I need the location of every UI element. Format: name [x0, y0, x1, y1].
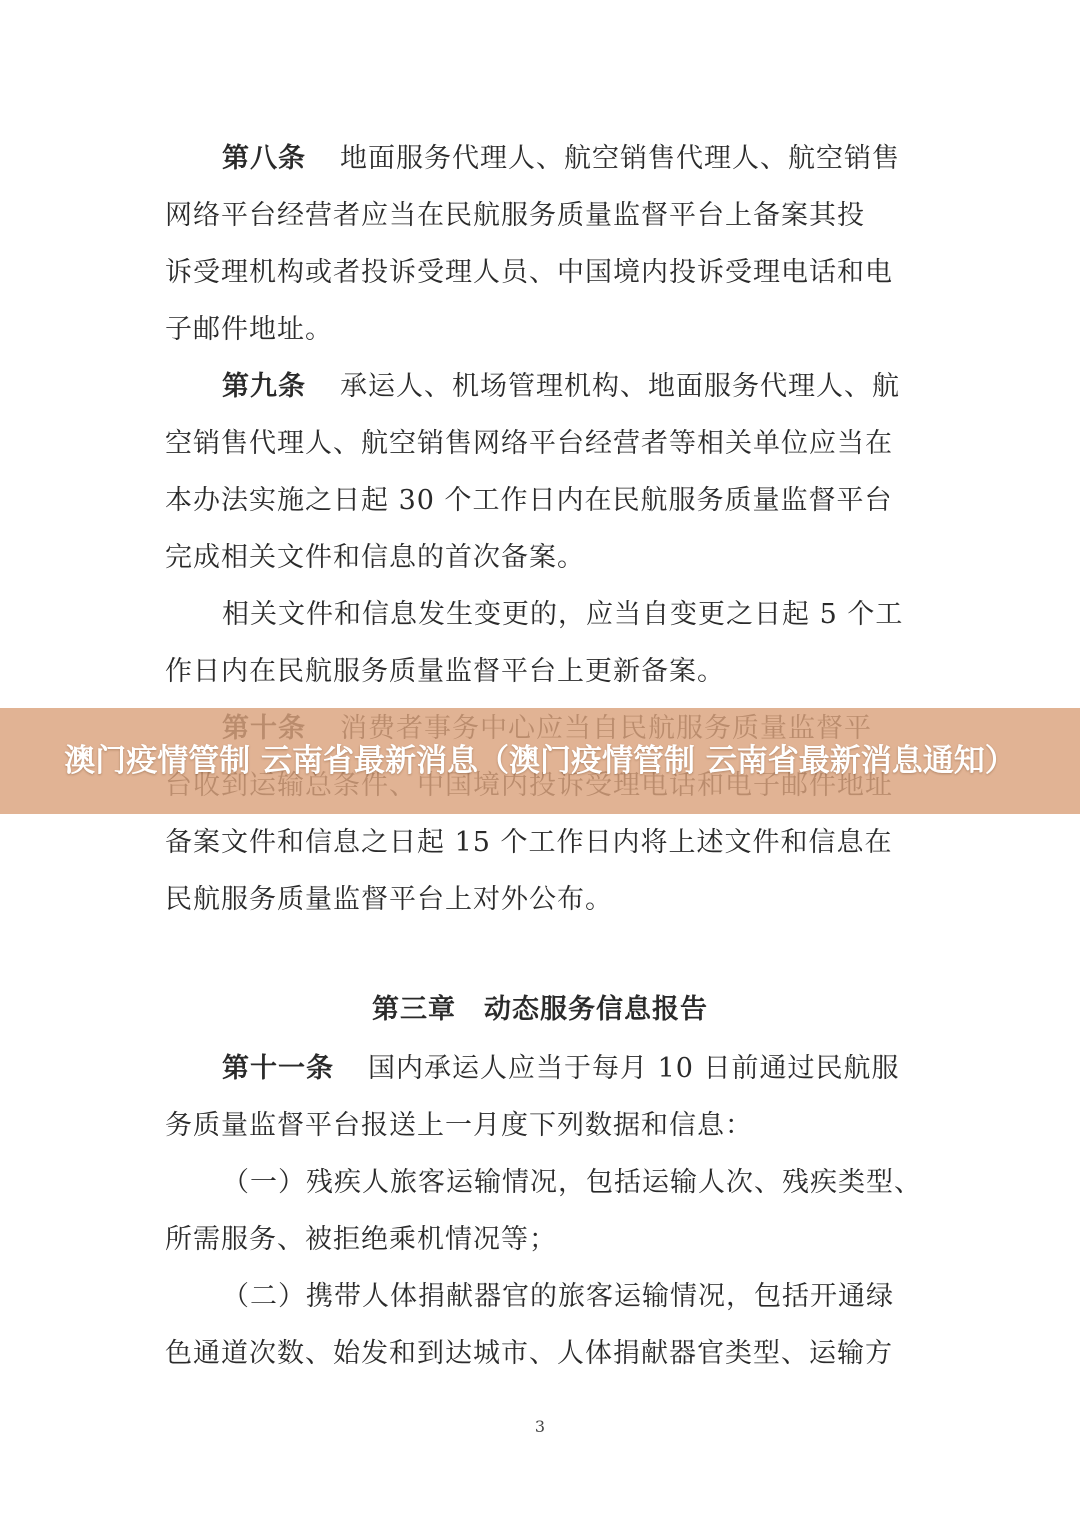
- article-9-title: 第九条: [222, 371, 306, 402]
- page-number: 3: [534, 1417, 546, 1436]
- article-11-text: 国内承运人应当于每月 10 日前通过民航服: [368, 1053, 900, 1084]
- article-11-item-1-line-1: （一）残疾人旅客运输情况，包括运输人次、残疾类型、: [222, 1167, 922, 1198]
- article-10-line-3: 备案文件和信息之日起 15 个工作日内将上述文件和信息在: [165, 827, 893, 858]
- article-9-line-1: [222, 370, 900, 404]
- article-11-item-2-line-1: （二）携带人体捐献器官的旅客运输情况，包括开通绿: [222, 1281, 894, 1312]
- article-8-line-2: 网络平台经营者应当在民航服务质量监督平台上备案其投: [165, 200, 865, 231]
- article-11-item-1-line-2: 所需服务、被拒绝乘机情况等；: [165, 1224, 557, 1255]
- title-banner: [0, 708, 1080, 814]
- article-11-line-2: 务质量监督平台报送上一月度下列数据和信息：: [165, 1110, 753, 1141]
- chapter-heading: 第三章 动态服务信息报告: [372, 994, 708, 1025]
- article-10-line-4: 民航服务质量监督平台上对外公布。: [165, 884, 613, 915]
- article-11-line-1: [222, 1052, 900, 1086]
- banner-title: 澳门疫情管制 云南省最新消息（澳门疫情管制 云南省最新消息通知）: [64, 743, 1016, 779]
- article-9-line-2: 空销售代理人、航空销售网络平台经营者等相关单位应当在: [165, 428, 893, 459]
- article-9-text: 承运人、机场管理机构、地面服务代理人、航: [340, 371, 900, 402]
- article-8-line-4: 子邮件地址。: [165, 314, 333, 345]
- article-8-text: 地面服务代理人、航空销售代理人、航空销售: [340, 143, 900, 174]
- article-11-title: 第十一条: [222, 1053, 334, 1084]
- article-8-title: 第八条: [222, 143, 306, 174]
- article-11-item-2-line-2: 色通道次数、始发和到达城市、人体捐献器官类型、运输方: [165, 1338, 893, 1369]
- article-9-para2-line-1: 相关文件和信息发生变更的，应当自变更之日起 5 个工: [222, 599, 904, 630]
- article-9-line-3: 本办法实施之日起 30 个工作日内在民航服务质量监督平台: [165, 485, 893, 516]
- article-9-para2-line-2: 作日内在民航服务质量监督平台上更新备案。: [165, 656, 725, 687]
- article-9-line-4: 完成相关文件和信息的首次备案。: [165, 542, 585, 573]
- article-8-line-3: 诉受理机构或者投诉受理人员、中国境内投诉受理电话和电: [165, 257, 893, 288]
- article-8-line-1: [222, 142, 900, 176]
